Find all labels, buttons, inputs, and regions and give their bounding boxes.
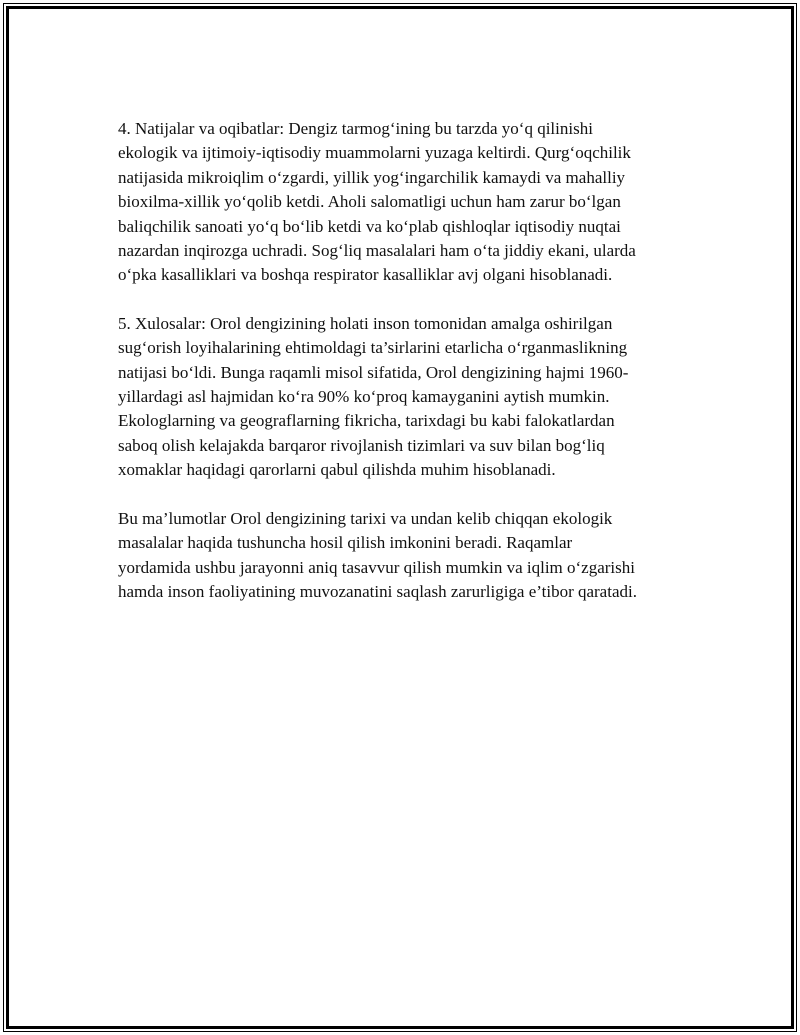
text-line: o‘pka kasalliklari va boshqa respirator kasalliklar avj olgani hisoblanadi. bbox=[118, 265, 613, 285]
text-line: hamda inson faoliyatining muvozanatini saqlash zarurligiga e’tibor qaratadi. bbox=[118, 581, 637, 601]
text-line: yordamida ushbu jarayonni aniq tasavvur qilish mumkin va iqlim o‘zgarishi bbox=[118, 557, 635, 577]
text-line: saboq olish kelajakda barqaror rivojlanish tizimlari va suv bilan bog‘liq bbox=[118, 435, 605, 455]
text-line: sug‘orish loyihalarining ehtimoldagi ta’sirlarini etarlicha o‘rganmaslikning bbox=[118, 338, 628, 358]
text-line: ekologik va ijtimoiy-iqtisodiy muammolarni yuzaga keltirdi. Qurg‘oqchilik bbox=[118, 143, 631, 163]
text-line: 5. Xulosalar: Orol dengizining holati inson tomonidan amalga oshirilgan bbox=[118, 313, 613, 333]
paragraph-summary bbox=[118, 507, 688, 605]
text-line: nazardan inqirozga uchradi. Sog‘liq masalalari ham o‘ta jiddiy ekani, ularda bbox=[118, 241, 636, 261]
document-body bbox=[118, 117, 688, 628]
text-line: bioxilma-xillik yo‘qolib ketdi. Aholi salomatligi uchun ham zarur bo‘lgan bbox=[118, 192, 621, 212]
text-line: natijasida mikroiqlim o‘zgardi, yillik yog‘ingarchilik kamaydi va mahalliy bbox=[118, 167, 626, 187]
text-line: natijasi bo‘ldi. Bunga raqamli misol sifatida, Orol dengizining hajmi 1960- bbox=[118, 362, 629, 382]
text-line: xomaklar haqidagi qarorlarni qabul qilishda muhim hisoblanadi. bbox=[118, 460, 556, 480]
paragraph-results bbox=[118, 117, 688, 288]
text-line: 4. Natijalar va oqibatlar: Dengiz tarmog‘ining bu tarzda yo‘q qilinishi bbox=[118, 119, 593, 138]
text-line: yillardagi asl hajmidan ko‘ra 90% ko‘proq kamayganini aytish mumkin. bbox=[118, 387, 610, 407]
paragraph-conclusions bbox=[118, 312, 688, 483]
text-line: Ekologlarning va geograflarning fikricha, tarixdagi bu kabi falokatlardan bbox=[118, 411, 615, 431]
text-line: masalalar haqida tushuncha hosil qilish imkonini beradi. Raqamlar bbox=[118, 533, 573, 553]
text-line: baliqchilik sanoati yo‘q bo‘lib ketdi va ko‘plab qishloqlar iqtisodiy nuqtai bbox=[118, 216, 621, 236]
text-line: Bu ma’lumotlar Orol dengizining tarixi va undan kelib chiqqan ekologik bbox=[118, 508, 613, 528]
